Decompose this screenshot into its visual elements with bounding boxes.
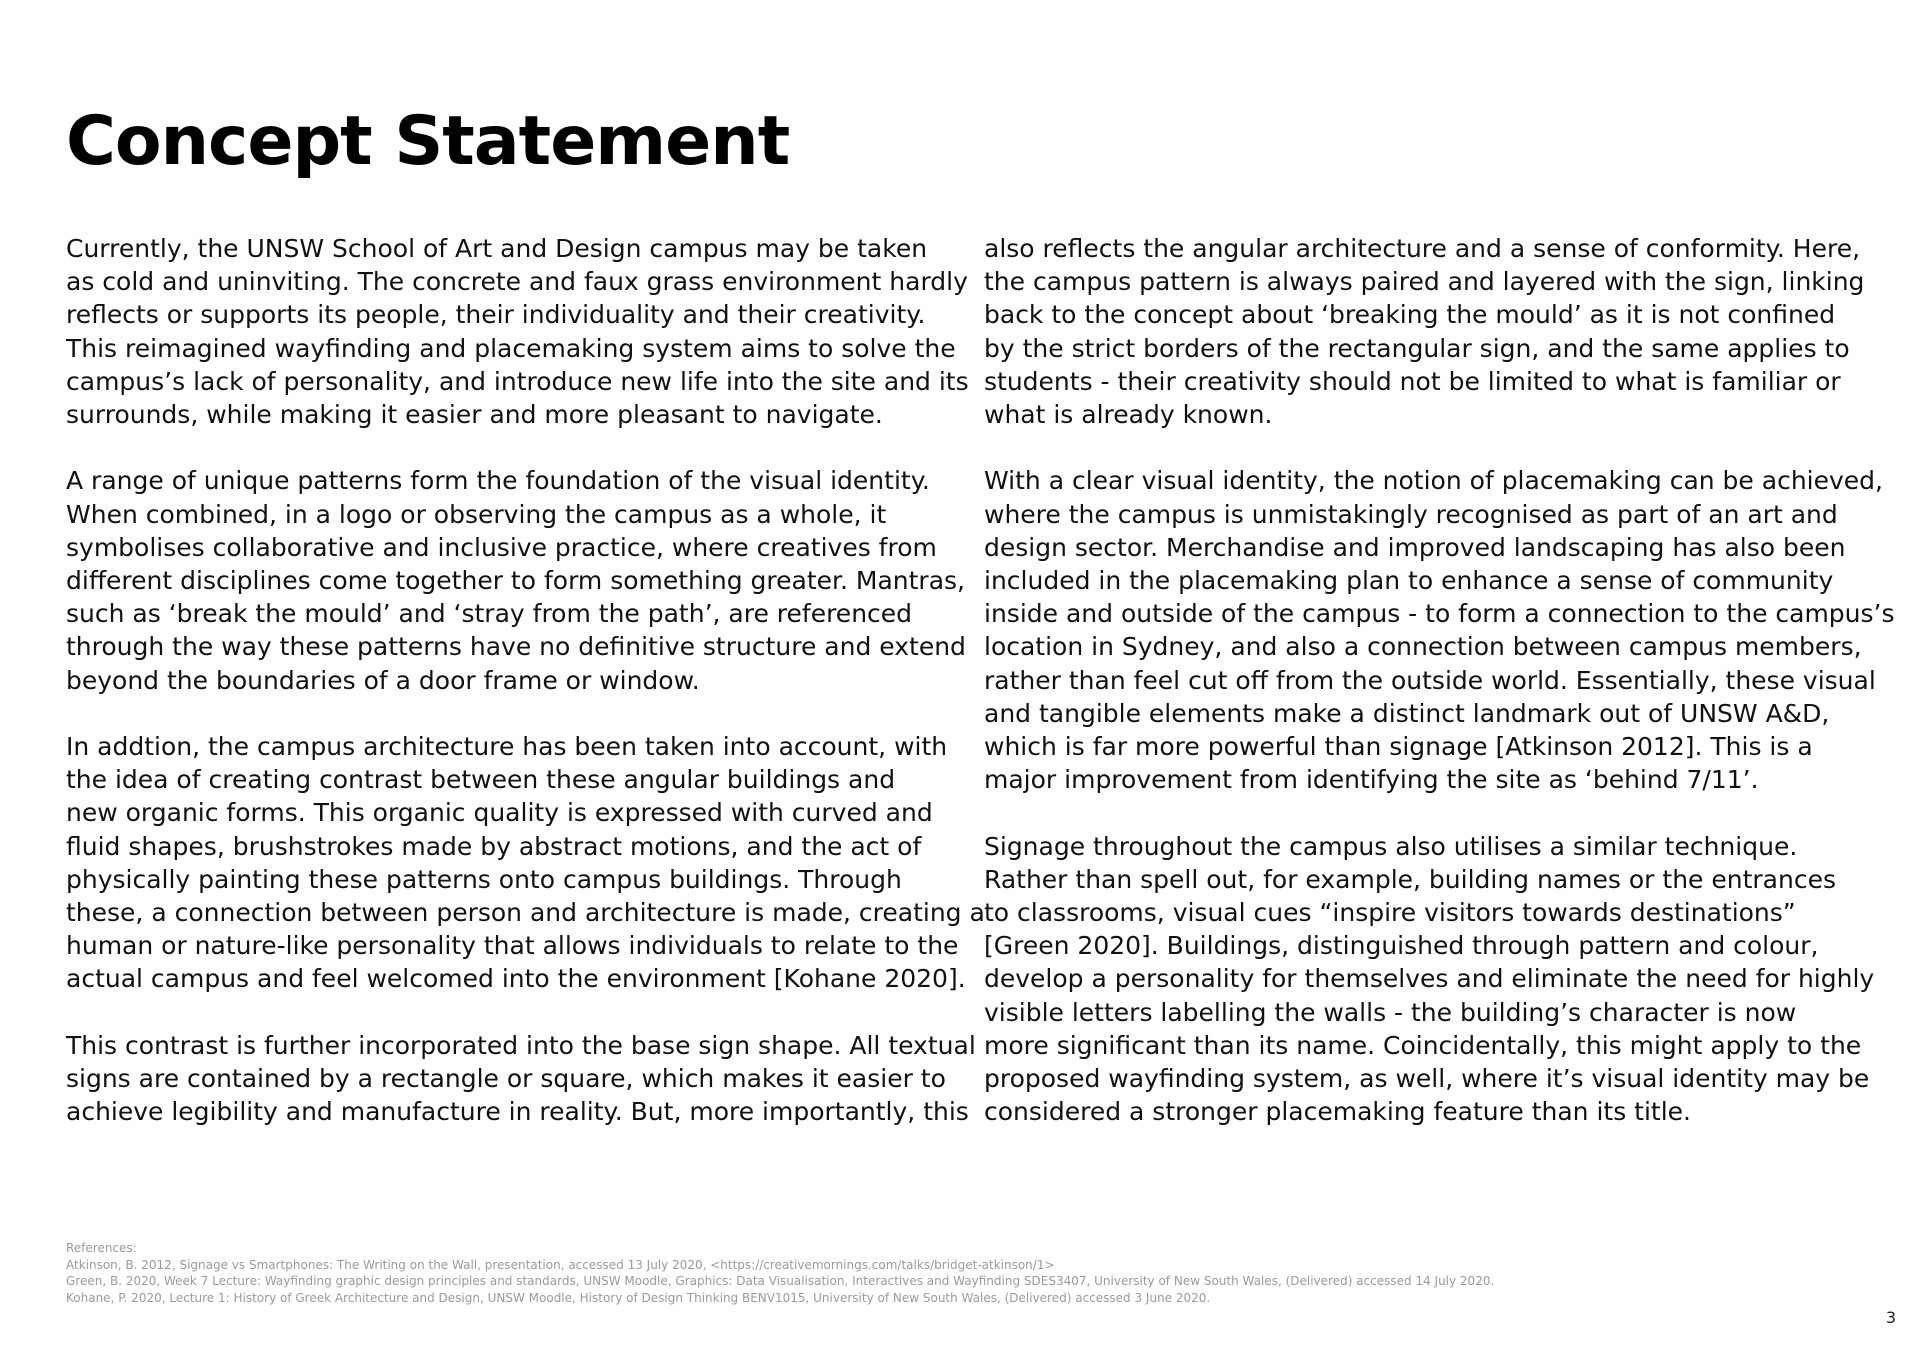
text-line: Currently, the UNSW School of Art and Design campus may be taken xyxy=(66,234,928,263)
text-line: these, a connection between person and architecture is made, creating a xyxy=(66,898,985,928)
text-line: location in Sydney, and also a connection between campus members, xyxy=(984,632,1862,662)
text-line: by the strict borders of the rectangular sign, and the same applies to xyxy=(984,333,1850,363)
text-line: different disciplines come together to form something greater. Mantras, xyxy=(66,566,965,596)
page-title: Concept Statement xyxy=(66,102,790,181)
reference-item: Green, B. 2020, Week 7 Lecture: Wayfinding graphic design principles and standards, UNSW Moodle, Graphics: Data Visualisation, Interactives and Wayfinding SDES3407, University of New South Wales, (Delivered) accessed 14 July 2020. xyxy=(66,1274,1495,1288)
text-line: new organic forms. This organic quality is expressed with curved and xyxy=(66,798,933,828)
text-line: as cold and uninviting. The concrete and faux grass environment hardly xyxy=(66,267,968,297)
text-line: campus’s lack of personality, and introduce new life into the site and its xyxy=(66,366,969,396)
text-line: included in the placemaking plan to enhance a sense of community xyxy=(984,566,1834,596)
text-line: which is far more powerful than signage [Atkinson 2012]. This is a xyxy=(984,732,1813,762)
references-heading: References: xyxy=(66,1241,137,1255)
body-paragraph xyxy=(984,464,1895,796)
text-line: considered a stronger placemaking feature than its title. xyxy=(984,1097,1691,1127)
text-line: signs are contained by a rectangle or square, which makes it easier to xyxy=(66,1064,946,1094)
text-line: achieve legibility and manufacture in reality. But, more importantly, this xyxy=(66,1097,969,1127)
text-line: symbolises collaborative and inclusive practice, where creatives from xyxy=(66,532,937,562)
body-paragraph xyxy=(66,232,969,431)
text-line: students - their creativity should not be limited to what is familiar or xyxy=(984,366,1841,396)
text-line: the idea of creating contrast between these angular buildings and xyxy=(66,765,896,795)
text-line: and tangible elements make a distinct landmark out of UNSW A&D, xyxy=(984,698,1830,728)
text-line: the campus pattern is always paired and layered with the sign, linking xyxy=(984,267,1865,297)
reference-item: Atkinson, B. 2012, Signage vs Smartphones: The Writing on the Wall, presentation, accessed 13 July 2020, <https://creativemornings.com/talks/bridget-atkinson/1> xyxy=(66,1257,1055,1272)
text-line: where the campus is unmistakingly recognised as part of an art and xyxy=(984,499,1838,529)
text-line: This contrast is further incorporated into the base sign shape. All textual xyxy=(66,1030,976,1060)
right-column xyxy=(984,232,1895,1162)
text-line: inside and outside of the campus - to form a connection to the campus’s xyxy=(984,599,1895,629)
text-line: to classrooms, visual cues “inspire visitors towards destinations” xyxy=(984,898,1796,928)
text-line: surrounds, while making it easier and more pleasant to navigate. xyxy=(66,400,883,430)
body-paragraph xyxy=(984,232,1874,431)
text-line: also reflects the angular architecture and a sense of conformity. Here, xyxy=(984,234,1861,263)
body-paragraph xyxy=(66,1029,976,1129)
text-line: Rather than spell out, for example, building names or the entrances xyxy=(984,864,1836,894)
text-line: fluid shapes, brushstrokes made by abstract motions, and the act of xyxy=(66,831,922,861)
text-line: beyond the boundaries of a door frame or window. xyxy=(66,665,700,695)
body-paragraph xyxy=(66,464,966,696)
text-line: such as ‘break the mould’ and ‘stray from the path’, are referenced xyxy=(66,599,913,629)
text-line: When combined, in a logo or observing the campus as a whole, it xyxy=(66,499,887,529)
body-paragraph xyxy=(66,730,985,996)
text-line: Signage throughout the campus also utilises a similar technique. xyxy=(984,831,1798,861)
text-line: proposed wayfinding system, as well, where it’s visual identity may be xyxy=(984,1064,1870,1094)
text-line: more significant than its name. Coincidentally, this might apply to the xyxy=(984,1030,1862,1060)
page-number: 3 xyxy=(1885,1308,1896,1327)
text-line: develop a personality for themselves and eliminate the need for highly xyxy=(984,964,1875,994)
text-line: [Green 2020]. Buildings, distinguished through pattern and colour, xyxy=(984,931,1819,961)
text-line: back to the concept about ‘breaking the mould’ as it is not confined xyxy=(984,300,1836,330)
left-column xyxy=(66,232,985,1162)
references xyxy=(66,1240,1494,1306)
body-paragraph xyxy=(984,830,1874,1129)
text-line: In addtion, the campus architecture has been taken into account, with xyxy=(66,732,948,762)
text-line: With a clear visual identity, the notion of placemaking can be achieved, xyxy=(984,466,1883,496)
text-line: through the way these patterns have no definitive structure and extend xyxy=(66,632,966,662)
text-line: major improvement from identifying the site as ‘behind 7/11’. xyxy=(984,765,1759,795)
reference-item: Kohane, P. 2020, Lecture 1: History of Greek Architecture and Design, UNSW Moodle, History of Design Thinking BENV1015, University of New South Wales, (Delivered) accessed 3 June 2020. xyxy=(66,1290,1211,1305)
text-line: human or nature-like personality that allows individuals to relate to the xyxy=(66,931,959,961)
text-line: reflects or supports its people, their individuality and their creativity. xyxy=(66,300,926,330)
text-line: physically painting these patterns onto campus buildings. Through xyxy=(66,864,902,894)
text-line: This reimagined wayfinding and placemaking system aims to solve the xyxy=(66,333,956,363)
text-line: rather than feel cut off from the outside world. Essentially, these visual xyxy=(984,665,1876,695)
text-line: actual campus and feel welcomed into the environment [Kohane 2020]. xyxy=(66,964,966,994)
text-line: design sector. Merchandise and improved landscaping has also been xyxy=(984,532,1846,562)
text-line: A range of unique patterns form the foundation of the visual identity. xyxy=(66,466,930,496)
text-line: what is already known. xyxy=(984,400,1273,430)
text-line: visible letters labelling the walls - the building’s character is now xyxy=(984,997,1797,1027)
